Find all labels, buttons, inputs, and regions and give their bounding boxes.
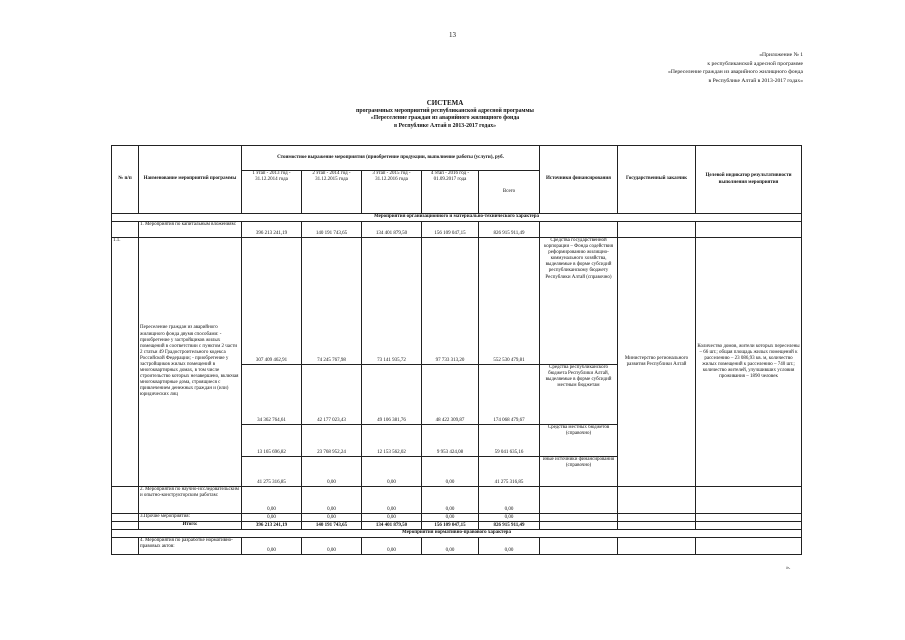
row-1-1-d-s3: 0,00 — [362, 457, 422, 487]
section-row-1 — [112, 214, 802, 222]
row-1-1-d-total: 41 275 316,85 — [479, 457, 540, 487]
row-1-1-c-total: 59 041 635,16 — [479, 425, 540, 457]
row-3-s3: 0,00 — [362, 514, 422, 522]
header-stage-2: 2 этап - 2014 год - 31.12.2015 года — [302, 171, 362, 214]
table-row — [112, 514, 802, 522]
title-line-3: «Переселение граждан из аварийного жилищного фонда — [370, 115, 520, 122]
appendix-note — [668, 51, 803, 85]
row-1-name: 1. Мероприятия по капитальным вложениям: — [139, 222, 242, 238]
row-4-total: 0,00 — [479, 538, 540, 555]
title-line-4: в Республике Алтай в 2013-2017 годах» — [393, 122, 497, 129]
header-customer: Государственный заказчик — [618, 146, 696, 214]
total-row-s4: 156 109 047,15 — [422, 522, 479, 530]
header-stage-4: 4 этап - 2016 год - 01.09.2017 года — [422, 171, 479, 214]
row-1-1-customer: Министерство регионального развития Республики Алтай — [618, 238, 696, 487]
header-total: Всего — [479, 171, 540, 214]
row-1-1-a-s4: 97 733 313,20 — [422, 238, 479, 365]
row-1-1-a-s1: 307 409 462,91 — [242, 238, 302, 365]
appendix-line-1: «Приложение № 1 — [759, 52, 803, 58]
row-1-1-b-s1: 34 362 764,61 — [242, 365, 302, 425]
row-2-s2: 0,00 — [302, 487, 362, 514]
row-1-1-c-s2: 23 768 952,24 — [302, 425, 362, 457]
row-1-1-b-s2: 42 177 023,43 — [302, 365, 362, 425]
row-1-1-d-s1: 41 275 316,85 — [242, 457, 302, 487]
row-4-s4: 0,00 — [422, 538, 479, 555]
row-2-name: 2. Мероприятия по научно-исследовательским и опытно-конструкторским работам: — [139, 487, 242, 514]
row-1-1-a-s2: 74 245 767,98 — [302, 238, 362, 365]
section-row-2 — [112, 530, 802, 538]
header-stage-3: 3 этап - 2015 год - 31.12.2016 года — [362, 171, 422, 214]
row-1-1-c-source: Средства местных бюджетов (справочно) — [540, 425, 618, 457]
program-measures-table — [111, 145, 802, 555]
page-number: 13 — [449, 31, 456, 39]
row-4-name: 4. Мероприятия по разработке нормативно-правовых актов: — [139, 538, 242, 555]
row-1-s2: 140 191 743,65 — [302, 222, 362, 238]
appendix-line-3: «Переселение граждан из аварийного жилищного фонда — [668, 69, 803, 76]
row-2-s1: 0,00 — [242, 487, 302, 514]
row-1-1-num: 1.1. — [112, 238, 139, 487]
table-row — [112, 222, 802, 238]
table-row — [112, 538, 802, 555]
row-4-s3: 0,00 — [362, 538, 422, 555]
row-2-s3: 0,00 — [362, 487, 422, 514]
total-row — [112, 522, 802, 530]
row-1-1-b-s4: 48 422 309,87 — [422, 365, 479, 425]
row-3-name: 3.Прочие мероприятия: — [139, 514, 242, 522]
row-4-s1: 0,00 — [242, 538, 302, 555]
row-1-1-c-s4: 9 953 424,08 — [422, 425, 479, 457]
row-2-total: 0,00 — [479, 487, 540, 514]
header-cost-group: Стоимостное выражение мероприятия (приобретение продукции, выполнение работы (услуги), руб. — [242, 146, 540, 171]
section-title-1: Мероприятия организационного и материально-технического характера — [112, 214, 802, 222]
row-1-total: 826 915 911,49 — [479, 222, 540, 238]
row-1-1-a-total: 552 530 479,81 — [479, 238, 540, 365]
row-3-total: 0,00 — [479, 514, 540, 522]
header-indicator: Целевой индикатор результативности выполнения мероприятия — [696, 146, 802, 214]
row-3-s1: 0,00 — [242, 514, 302, 522]
row-1-1-indicator: Количество домов, жители которых переселены – 66 шт.; общая площадь жилых помещений к расселению – 23 086,93 кв. м, количество жилых помещений к расселению – 740 шт.; количество жителей, улучшивших условия проживания – 1890 человек — [696, 238, 802, 487]
row-1-1-c-s3: 12 153 562,02 — [362, 425, 422, 457]
total-row-total: 826 915 911,49 — [479, 522, 540, 530]
header-source: Источники финансирования — [540, 146, 618, 214]
table-row — [112, 238, 802, 365]
row-1-1-c-s1: 13 165 696,82 — [242, 425, 302, 457]
header-row-1 — [112, 146, 802, 171]
row-3-s4: 0,00 — [422, 514, 479, 522]
row-1-1-name: Переселение граждан из аварийного жилищного фонда двумя способами: - приобретение у застройщиков жилых помещений в соответствии с пунктом 2 части 2 статьи 49 Градостроительного кодекса Российской Федерации; - приобретение у застройщиков жилых помещений в многоквартирных домах, в том числе строительство которых незавершено, включая многоквартирные дома, строящиеся с привлечением денежных граждан и (или) юридических лиц — [139, 238, 242, 487]
closing-quote: ». — [786, 565, 791, 571]
document-title — [245, 100, 645, 130]
appendix-line-2: к республиканской адресной программе — [707, 60, 803, 67]
row-3-s2: 0,00 — [302, 514, 362, 522]
total-row-s3: 134 401 879,50 — [362, 522, 422, 530]
title-line-2: программных мероприятий республиканской адресной программы — [356, 107, 534, 114]
row-1-1-d-s2: 0,00 — [302, 457, 362, 487]
header-num: № п/п — [112, 146, 139, 214]
row-1-1-b-s3: 49 106 381,76 — [362, 365, 422, 425]
section-title-2: Мероприятия нормативно-правового характера — [112, 530, 802, 538]
table-row — [112, 487, 802, 514]
header-name: Наименование мероприятий программы — [139, 146, 242, 214]
row-1-1-d-s4: 0,00 — [422, 457, 479, 487]
row-1-1-d-source: иные источники финансирования (справочно) — [540, 457, 618, 487]
row-1-s1: 396 213 241,19 — [242, 222, 302, 238]
row-1-1-a-s3: 73 141 935,72 — [362, 238, 422, 365]
header-stage-1: 1 этап - 2013 год - 31.12.2014 года — [242, 171, 302, 214]
row-4-s2: 0,00 — [302, 538, 362, 555]
row-1-s4: 156 109 047,15 — [422, 222, 479, 238]
appendix-line-4: в Республике Алтай в 2013-2017 годах» — [708, 77, 803, 84]
total-row-s1: 396 213 241,19 — [242, 522, 302, 530]
title-main: СИСТЕМА — [426, 99, 464, 107]
row-2-s4: 0,00 — [422, 487, 479, 514]
row-1-1-b-source: Средства республиканского бюджета Республики Алтай, выделяемые в форме субсидий местным бюджетам — [540, 365, 618, 425]
total-row-s2: 140 191 743,65 — [302, 522, 362, 530]
row-1-1-b-total: 174 068 479,67 — [479, 365, 540, 425]
total-row-name: Итого: — [139, 522, 242, 530]
row-1-1-a-source: Средства государственной корпорации – Фонда содействия реформированию жилищно-коммунального хозяйства, выделяемые в форме субсидий республиканскому бюджету Республики Алтай (справочно) — [540, 238, 618, 365]
row-1-s3: 134 401 879,50 — [362, 222, 422, 238]
